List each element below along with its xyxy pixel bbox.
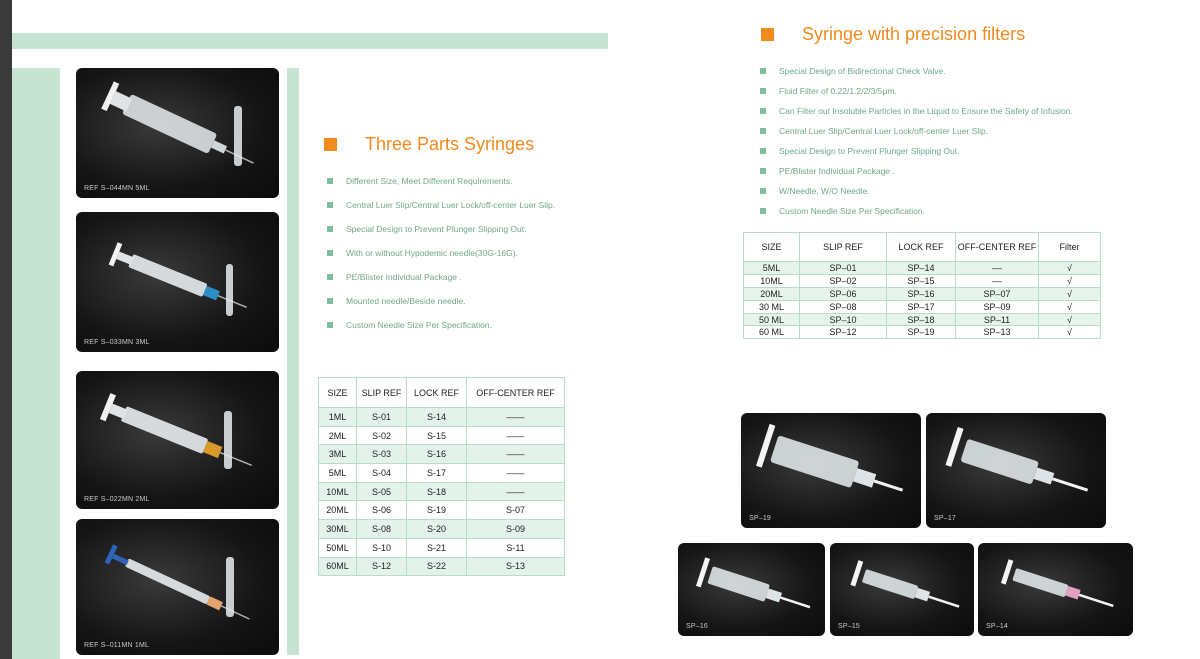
table-row — [319, 501, 565, 520]
photo-caption: REF S–011MN 1ML — [84, 642, 150, 649]
table-row — [319, 426, 565, 445]
column-header: SIZE — [744, 233, 800, 262]
table-cell: S-17 — [407, 464, 467, 483]
table-cell: —— — [467, 464, 565, 483]
table-cell: SP–11 — [956, 313, 1039, 326]
photo-caption: SP–17 — [934, 515, 957, 522]
filters-heading — [761, 24, 1025, 45]
column-header: SLIP REF — [357, 378, 407, 408]
table-cell: —— — [467, 445, 565, 464]
feature-item: Can Filter out Insoluble Particles in the Liquid to Ensure the Safety of Infusion. — [760, 101, 1073, 121]
syringe-illustration — [76, 519, 279, 655]
filter-syringe-illustration — [741, 413, 921, 528]
table-cell: √ — [1039, 287, 1101, 300]
table-cell: S-09 — [467, 520, 565, 539]
filter-photo-sp19 — [741, 413, 921, 528]
photo-caption: SP–14 — [986, 623, 1009, 630]
filters-spec-table — [743, 232, 1101, 339]
filter-photo-sp14 — [978, 543, 1133, 636]
table-cell: 60ML — [319, 557, 357, 576]
feature-item: Custom Needle Size Per Specification. — [760, 201, 1073, 221]
table-cell: SP–06 — [800, 287, 887, 300]
table-row — [744, 300, 1101, 313]
table-cell: S-22 — [407, 557, 467, 576]
table-cell: S-04 — [357, 464, 407, 483]
three-parts-title: Three Parts Syringes — [365, 134, 535, 154]
three-parts-spec-table — [318, 377, 565, 576]
bullet-icon — [760, 128, 766, 134]
bullet-icon — [760, 168, 766, 174]
bullet-icon — [760, 208, 766, 214]
table-row — [744, 326, 1101, 339]
top-decorative-band — [12, 33, 608, 49]
table-cell: 50ML — [319, 538, 357, 557]
table-cell: S-16 — [407, 445, 467, 464]
table-cell: S-08 — [357, 520, 407, 539]
column-header: SIZE — [319, 378, 357, 408]
feature-item: With or without Hypodemic needle(30G-16G). — [327, 241, 555, 265]
table-cell: —— — [467, 426, 565, 445]
table-cell: 20ML — [744, 287, 800, 300]
table-cell: SP–13 — [956, 326, 1039, 339]
product-photo-2ml — [76, 371, 279, 509]
photo-caption: REF S–022MN 2ML — [84, 496, 150, 503]
filter-syringe-illustration — [926, 413, 1106, 528]
table-cell: SP–01 — [800, 262, 887, 275]
column-header: LOCK REF — [407, 378, 467, 408]
bullet-icon — [760, 148, 766, 154]
table-cell: S-19 — [407, 501, 467, 520]
table-cell: 2ML — [319, 426, 357, 445]
syringe-illustration — [76, 212, 279, 352]
three-parts-heading — [324, 134, 534, 155]
feature-item: Custom Needle Size Per Specification. — [327, 313, 555, 337]
table-cell: √ — [1039, 274, 1101, 287]
feature-item: Different Size, Meet Different Requirements. — [327, 169, 555, 193]
table-cell: SP–17 — [887, 300, 956, 313]
bullet-icon — [327, 202, 333, 208]
photo-caption: SP–15 — [838, 623, 861, 630]
table-row — [319, 408, 565, 427]
table-cell: SP–10 — [800, 313, 887, 326]
photo-caption: REF S–044MN 5ML — [84, 185, 150, 192]
table-cell: 10ML — [744, 274, 800, 287]
bullet-icon — [327, 250, 333, 256]
orange-square-icon — [324, 138, 337, 151]
table-cell: S-11 — [467, 538, 565, 557]
table-cell: 50 ML — [744, 313, 800, 326]
feature-item: Mounted needle/Beside needle. — [327, 289, 555, 313]
table-cell: SP–19 — [887, 326, 956, 339]
bullet-icon — [760, 68, 766, 74]
table-cell: SP–08 — [800, 300, 887, 313]
table-cell: 5ML — [744, 262, 800, 275]
table-cell: SP–02 — [800, 274, 887, 287]
table-row — [744, 313, 1101, 326]
table-cell: S-21 — [407, 538, 467, 557]
product-photo-1ml — [76, 519, 279, 655]
bullet-icon — [760, 108, 766, 114]
left-edge-bar — [0, 0, 12, 659]
product-photo-5ml — [76, 68, 279, 198]
photo-caption: SP–16 — [686, 623, 709, 630]
three-parts-features — [327, 169, 555, 337]
table-row — [319, 445, 565, 464]
table-row — [744, 287, 1101, 300]
bullet-icon — [760, 188, 766, 194]
filter-photo-sp17 — [926, 413, 1106, 528]
table-cell: √ — [1039, 300, 1101, 313]
filters-features — [760, 61, 1073, 221]
feature-item: Central Luer Slip/Central Luer Lock/off-center Luer Slip. — [760, 121, 1073, 141]
photo-caption: SP–19 — [749, 515, 772, 522]
table-cell: 20ML — [319, 501, 357, 520]
table-cell: S-14 — [407, 408, 467, 427]
table-cell: 1ML — [319, 408, 357, 427]
filter-photo-sp15 — [830, 543, 974, 636]
table-cell: 10ML — [319, 482, 357, 501]
feature-item: Special Design of Bidirectional Check Valve. — [760, 61, 1073, 81]
table-cell: SP–12 — [800, 326, 887, 339]
table-cell: 30ML — [319, 520, 357, 539]
table-cell: S-02 — [357, 426, 407, 445]
table-cell: 30 ML — [744, 300, 800, 313]
table-cell: S-03 — [357, 445, 407, 464]
table-cell: √ — [1039, 313, 1101, 326]
middle-decorative-band — [287, 68, 299, 655]
bullet-icon — [327, 274, 333, 280]
feature-item: Special Design to Prevent Plunger Slipping Out. — [327, 217, 555, 241]
table-row — [319, 520, 565, 539]
table-cell: S-18 — [407, 482, 467, 501]
table-cell: SP–09 — [956, 300, 1039, 313]
table-cell: 5ML — [319, 464, 357, 483]
bullet-icon — [327, 322, 333, 328]
column-header: OFF-CENTER REF — [467, 378, 565, 408]
feature-item: Central Luer Slip/Central Luer Lock/off-center Luer Slip. — [327, 193, 555, 217]
table-cell: S-13 — [467, 557, 565, 576]
column-header: OFF-CENTER REF — [956, 233, 1039, 262]
column-header: LOCK REF — [887, 233, 956, 262]
syringe-illustration — [76, 371, 279, 509]
table-cell: √ — [1039, 262, 1101, 275]
bullet-icon — [760, 88, 766, 94]
bullet-icon — [327, 298, 333, 304]
side-decorative-band — [12, 68, 60, 659]
table-row — [319, 557, 565, 576]
feature-item: Special Design to Prevent Plunger Slipping Out. — [760, 141, 1073, 161]
table-cell: SP–18 — [887, 313, 956, 326]
photo-caption: REF S–033MN 3ML — [84, 339, 150, 346]
table-header-row — [319, 378, 565, 408]
table-cell: SP–16 — [887, 287, 956, 300]
feature-item: PE/Blister Individual Package . — [760, 161, 1073, 181]
table-cell: S-01 — [357, 408, 407, 427]
filters-title: Syringe with precision filters — [802, 24, 1026, 44]
table-row — [319, 538, 565, 557]
column-header: SLIP REF — [800, 233, 887, 262]
table-cell: –– — [956, 274, 1039, 287]
table-cell: —— — [467, 482, 565, 501]
bullet-icon — [327, 178, 333, 184]
table-cell: SP–15 — [887, 274, 956, 287]
table-cell: S-12 — [357, 557, 407, 576]
table-cell: 60 ML — [744, 326, 800, 339]
table-cell: SP–14 — [887, 262, 956, 275]
table-cell: S-07 — [467, 501, 565, 520]
table-header-row — [744, 233, 1101, 262]
table-row — [744, 274, 1101, 287]
syringe-illustration — [76, 68, 279, 198]
table-cell: –– — [956, 262, 1039, 275]
bullet-icon — [327, 226, 333, 232]
column-header: Filter — [1039, 233, 1101, 262]
orange-square-icon — [761, 28, 774, 41]
table-cell: S-06 — [357, 501, 407, 520]
feature-item: W/Needle, W/O Needle. — [760, 181, 1073, 201]
table-cell: S-20 — [407, 520, 467, 539]
table-cell: S-15 — [407, 426, 467, 445]
table-cell: S-05 — [357, 482, 407, 501]
table-row — [319, 464, 565, 483]
table-cell: —— — [467, 408, 565, 427]
table-row — [744, 262, 1101, 275]
table-cell: 3ML — [319, 445, 357, 464]
filter-photo-sp16 — [678, 543, 825, 636]
table-cell: SP–07 — [956, 287, 1039, 300]
feature-item: Fluid Filter of 0.22/1.2/2/3/5μm. — [760, 81, 1073, 101]
product-photo-3ml — [76, 212, 279, 352]
table-row — [319, 482, 565, 501]
table-cell: √ — [1039, 326, 1101, 339]
feature-item: PE/Blister Individual Package . — [327, 265, 555, 289]
table-cell: S-10 — [357, 538, 407, 557]
